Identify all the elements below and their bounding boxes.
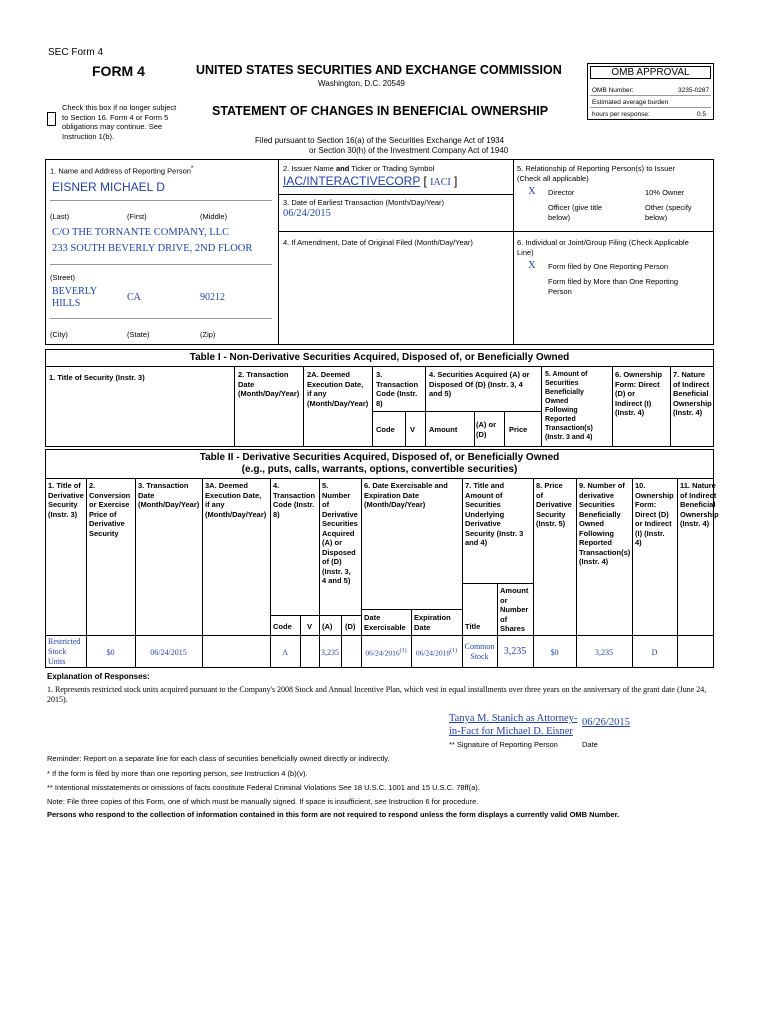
row-expiration-date: 06/24/2018$^{(1)}$ — [415, 648, 458, 658]
t2-col-code: 4. Transaction Code (Instr. 8) — [273, 481, 316, 519]
t2-col-title: 1. Title of Derivative Security (Instr. 3) — [48, 481, 84, 519]
omb-hours-label: hours per response: — [592, 111, 650, 118]
t2-col-price: 8. Price of Derivative Security (Instr. 5) — [536, 481, 572, 528]
box6-label: 6. Individual or Joint/Group Filing (Check Applicable Line) — [517, 238, 689, 257]
explanation-title: Explanation of Responses: — [47, 672, 150, 681]
t1-col-title: 1. Title of Security (Instr. 3) — [49, 373, 145, 382]
t2-sub-title: Title — [465, 622, 481, 631]
t1-col-deemed: 2A. Deemed Execution Date, if any (Month/Day/Year) — [307, 370, 369, 408]
ten-percent-owner-label: 10% Owner — [645, 188, 685, 197]
omb-title: OMB APPROVAL — [611, 67, 690, 78]
row-security-title: Restricted Stock Units — [48, 637, 81, 666]
other-label: Other (specify below) — [645, 203, 692, 222]
filed-pursuant-2: or Section 30(h) of the Investment Company Act of 1940 — [309, 146, 509, 155]
agency-title: UNITED STATES SECURITIES AND EXCHANGE COMMISSION — [196, 63, 562, 77]
t2-sub-a: (A) — [322, 622, 333, 631]
checkbox-text: Check this box if no longer subject to Section 16. Form 4 or Form 5 obligations may continue. See Instruction 1(b). — [62, 103, 177, 141]
row-price: $0 — [550, 648, 559, 657]
earliest-transaction-date: 06/24/2015 — [283, 208, 331, 219]
t2-col-conversion: 2. Conversion or Exercise Price of Derivative Security — [89, 481, 131, 538]
t1-sub-amount: Amount — [429, 425, 458, 434]
signature-label: ** Signature of Reporting Person — [449, 740, 558, 749]
t1-sub-v: V — [410, 425, 416, 434]
sec-form-label: SEC Form 4 — [48, 47, 104, 58]
t2-sub-date-exercisable: Date Exercisable — [364, 613, 406, 632]
t1-col-acquired: 4. Securities Acquired (A) or Disposed Of (D) (Instr. 3, 4 and 5) — [429, 370, 530, 398]
t2-col-exercisable: 6. Date Exercisable and Expiration Date (Month/Day/Year) — [364, 481, 448, 509]
row-number: 3,235 — [321, 648, 339, 657]
note-omb: Persons who respond to the collection of information contained in this form are not required to respond unless the form displays a currently valid OMB Number. — [47, 810, 620, 819]
box1-label: 1. Name and Address of Reporting Person* — [50, 165, 194, 176]
omb-hours: 0.5 — [697, 111, 707, 118]
note-reminder: Reminder: Report on a separate line for each class of securities beneficially owned directly or indirectly. — [47, 754, 390, 763]
row-underlying-title: Common Stock — [464, 642, 495, 661]
middle-label: (Middle) — [200, 212, 228, 221]
officer-label: Officer (give title below) — [548, 203, 603, 222]
row-code: A — [282, 648, 288, 657]
row-owned-following: 3,235 — [595, 648, 613, 657]
filed-pursuant-1: Filed pursuant to Section 16(a) of the Securities Exchange Act of 1934 — [255, 136, 505, 145]
t1-col-amount: 5. Amount of Securities Beneficially Owned Following Reported Transaction(s) (Instr. 3 and 4) — [545, 371, 593, 441]
t1-col-ownership: 6. Ownership Form: Direct (D) or Indirect (I) (Instr. 4) — [615, 370, 663, 417]
box2-label: 2. Issuer Name and Ticker or Trading Symbol — [283, 164, 435, 173]
t1-sub-code: Code — [376, 425, 395, 434]
statement-title: STATEMENT OF CHANGES IN BENEFICIAL OWNERSHIP — [212, 104, 549, 118]
note-copies: Note: File three copies of this Form, one of which must be manually signed. If space is insufficient, see Instruction 6 for procedure. — [47, 797, 479, 806]
t2-col-underlying: 7. Title and Amount of Securities Underlying Derivative Security (Instr. 3 and 4) — [465, 481, 524, 547]
t2-sub-amount: Amount or Number of Shares — [500, 586, 529, 633]
t2-col-ownership: 10. Ownership Form: Direct (D) or Indirect (I) (Instr. 4) — [635, 481, 674, 547]
box4-label: 4. If Amendment, Date of Original Filed (Month/Day/Year) — [283, 238, 473, 247]
t2-col-date: 3. Transaction Date (Month/Day/Year) — [138, 481, 200, 509]
note-misstatements: ** Intentional misstatements or omissions of facts constitute Federal Criminal Violations See 18 U.S.C. 1001 and 15 U.S.C. 78ff(a). — [47, 783, 480, 792]
t1-sub-price: Price — [509, 425, 528, 434]
omb-number: 3235-0287 — [678, 87, 710, 94]
first-label: (First) — [127, 212, 147, 221]
state-label: (State) — [127, 330, 150, 339]
address-line-2: 233 SOUTH BEVERLY DRIVE, 2ND FLOOR — [52, 243, 253, 254]
box5-label: 5. Relationship of Reporting Person(s) to Issuer (Check all applicable) — [517, 164, 675, 183]
t2-sub-code: Code — [273, 622, 292, 631]
city-value: BEVERLY HILLS — [52, 286, 98, 309]
address-line-1: C/O THE TORNANTE COMPANY, LLC — [52, 227, 230, 238]
state-value: CA — [127, 292, 141, 303]
t2-col-owned: 9. Number of derivative Securities Beneficially Owned Following Reported Transaction(s) (Instr. 4) — [579, 481, 631, 566]
t1-col-code: 3. Transaction Code (Instr. 8) — [376, 370, 419, 408]
zip-label: (Zip) — [200, 330, 216, 339]
street-label: (Street) — [50, 273, 76, 282]
director-mark[interactable]: X — [528, 186, 536, 197]
t1-sub-ad: (A) or (D) — [476, 420, 496, 439]
reporting-person-name: EISNER MICHAEL D — [52, 180, 165, 194]
city-label: (City) — [50, 330, 68, 339]
zip-value: 90212 — [200, 292, 225, 303]
signature-name: Tanya M. Stanich as Attorney- in-Fact for Michael D. Eisner — [449, 713, 578, 737]
row-ownership-form: D — [651, 648, 658, 657]
form-title: FORM 4 — [92, 63, 145, 79]
issuer-name: IAC/INTERACTIVECORP [ IACI ] — [283, 174, 458, 188]
t2-col-nature: 11. Nature of Indirect Beneficial Ownership (Instr. 4) — [680, 481, 719, 528]
table2-title: Table II - Derivative Securities Acquired, Disposed of, or Beneficially Owned (e.g., puts, calls, warrants, options, convertible securities) — [199, 452, 560, 475]
t2-sub-d: (D) — [345, 622, 356, 631]
box3-label: 3. Date of Earliest Transaction (Month/Day/Year) — [283, 198, 445, 207]
explanation-text: 1. Represents restricted stock units acquired pursuant to the Company's 2008 Stock and Annual Incentive Plan, which vest in equal installments over three years on the anniversary of the grant date (June 24, 2015). — [47, 685, 707, 704]
director-label: Director — [548, 188, 575, 197]
t2-col-number: 5. Number of Derivative Securities Acquired (A) or Disposed of (D) (Instr. 3, 4 and 5) — [322, 481, 358, 585]
agency-city: Washington, D.C. 20549 — [318, 79, 405, 88]
row-conversion-price: $0 — [106, 648, 115, 657]
row-date-exercisable: 06/24/2016$^{(1)}$ — [365, 648, 407, 658]
omb-number-label: OMB Number: — [592, 87, 634, 94]
multi-person-label: Form filed by More than One Reporting Person — [548, 277, 679, 296]
t2-sub-v: V — [307, 622, 313, 631]
one-person-label: Form filed by One Reporting Person — [548, 262, 669, 271]
no-longer-subject-checkbox[interactable] — [47, 112, 56, 126]
note-multiple: * If the form is filed by more than one reporting person, see Instruction 4 (b)(v). — [47, 769, 308, 778]
t2-sub-expiration: Expiration Date — [414, 613, 451, 632]
last-label: (Last) — [50, 212, 70, 221]
table1-title: Table I - Non-Derivative Securities Acquired, Disposed of, or Beneficially Owned — [189, 352, 570, 363]
date-label: Date — [582, 740, 598, 749]
row-transaction-date: 06/24/2015 — [150, 648, 187, 657]
t1-col-date: 2. Transaction Date (Month/Day/Year) — [238, 370, 300, 398]
one-person-mark[interactable]: X — [528, 260, 536, 271]
t1-col-nature: 7. Nature of Indirect Beneficial Ownership (Instr. 4) — [673, 370, 712, 417]
t2-col-deemed: 3A. Deemed Execution Date, if any (Month/Day/Year) — [205, 481, 267, 519]
omb-burden-label: Estimated average burden — [592, 99, 669, 106]
row-underlying-amount: 3,235 — [503, 646, 527, 657]
signature-date: 06/26/2015 — [582, 717, 630, 728]
